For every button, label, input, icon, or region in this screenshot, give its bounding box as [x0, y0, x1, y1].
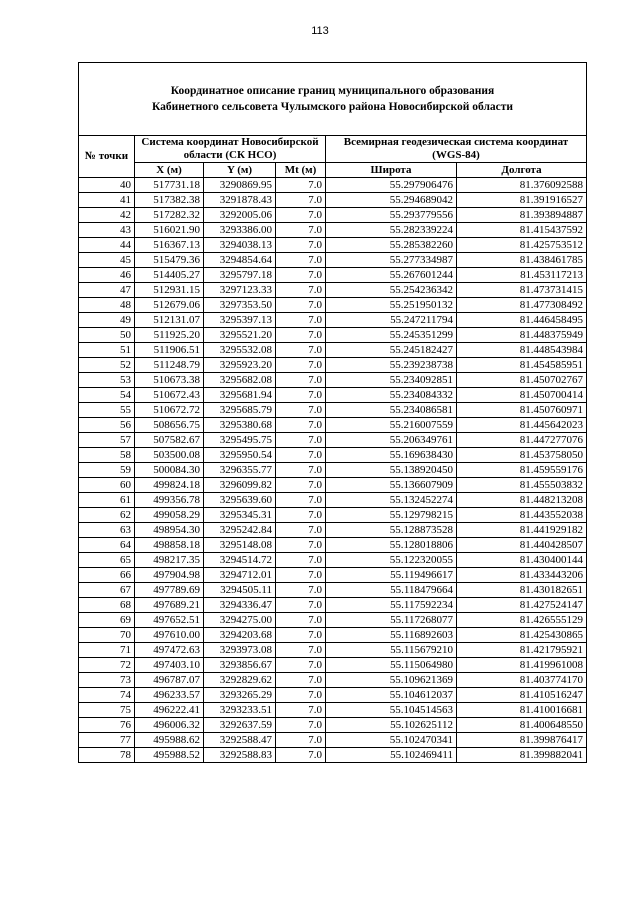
cell-latitude: 55.122320055 [326, 553, 457, 568]
cell-x: 512679.06 [135, 298, 204, 313]
cell-point-number: 66 [79, 568, 135, 583]
cell-x: 497472.63 [135, 643, 204, 658]
cell-point-number: 40 [79, 178, 135, 193]
cell-x: 517282.32 [135, 208, 204, 223]
cell-point-number: 70 [79, 628, 135, 643]
cell-latitude: 55.169638430 [326, 448, 457, 463]
table-row [79, 523, 587, 538]
cell-mt: 7.0 [276, 628, 326, 643]
cell-point-number: 50 [79, 328, 135, 343]
cell-y: 3297123.33 [204, 283, 276, 298]
cell-longitude: 81.425753512 [457, 238, 587, 253]
cell-longitude: 81.430182651 [457, 583, 587, 598]
table-title-line-2: Кабинетного сельсовета Чулымского района Новосибирской области [151, 101, 514, 113]
cell-longitude: 81.473731415 [457, 283, 587, 298]
cell-x: 517382.38 [135, 193, 204, 208]
cell-latitude: 55.104514563 [326, 703, 457, 718]
cell-point-number: 58 [79, 448, 135, 463]
cell-mt: 7.0 [276, 298, 326, 313]
cell-longitude: 81.443552038 [457, 508, 587, 523]
cell-mt: 7.0 [276, 478, 326, 493]
cell-x: 498954.30 [135, 523, 204, 538]
cell-mt: 7.0 [276, 703, 326, 718]
cell-latitude: 55.245351299 [326, 328, 457, 343]
table-row [79, 718, 587, 733]
cell-mt: 7.0 [276, 613, 326, 628]
table-row [79, 418, 587, 433]
cell-latitude: 55.234086581 [326, 403, 457, 418]
cell-point-number: 46 [79, 268, 135, 283]
cell-longitude: 81.415437592 [457, 223, 587, 238]
cell-x: 496006.32 [135, 718, 204, 733]
cell-point-number: 67 [79, 583, 135, 598]
table-row [79, 748, 587, 763]
cell-x: 497652.51 [135, 613, 204, 628]
cell-latitude: 55.254236342 [326, 283, 457, 298]
cell-mt: 7.0 [276, 328, 326, 343]
cell-y: 3292588.83 [204, 748, 276, 763]
cell-longitude: 81.450700414 [457, 388, 587, 403]
cell-longitude: 81.445642023 [457, 418, 587, 433]
cell-latitude: 55.267601244 [326, 268, 457, 283]
cell-mt: 7.0 [276, 463, 326, 478]
header-mt: Mt (м) [276, 163, 326, 178]
cell-mt: 7.0 [276, 193, 326, 208]
cell-y: 3293856.67 [204, 658, 276, 673]
cell-y: 3295148.08 [204, 538, 276, 553]
cell-point-number: 47 [79, 283, 135, 298]
cell-latitude: 55.102469411 [326, 748, 457, 763]
cell-point-number: 51 [79, 343, 135, 358]
table-row [79, 403, 587, 418]
cell-x: 515479.36 [135, 253, 204, 268]
cell-latitude: 55.119496617 [326, 568, 457, 583]
cell-x: 497610.00 [135, 628, 204, 643]
table-row [79, 673, 587, 688]
cell-point-number: 44 [79, 238, 135, 253]
cell-point-number: 61 [79, 493, 135, 508]
cell-point-number: 75 [79, 703, 135, 718]
cell-mt: 7.0 [276, 313, 326, 328]
table-row [79, 238, 587, 253]
cell-point-number: 48 [79, 298, 135, 313]
cell-longitude: 81.448213208 [457, 493, 587, 508]
cell-latitude: 55.294689042 [326, 193, 457, 208]
cell-y: 3292829.62 [204, 673, 276, 688]
cell-point-number: 76 [79, 718, 135, 733]
cell-latitude: 55.129798215 [326, 508, 457, 523]
table-row [79, 208, 587, 223]
cell-y: 3293233.51 [204, 703, 276, 718]
cell-latitude: 55.128018806 [326, 538, 457, 553]
cell-longitude: 81.399882041 [457, 748, 587, 763]
cell-mt: 7.0 [276, 388, 326, 403]
cell-longitude: 81.400648550 [457, 718, 587, 733]
cell-y: 3295380.68 [204, 418, 276, 433]
cell-point-number: 69 [79, 613, 135, 628]
cell-y: 3292637.59 [204, 718, 276, 733]
cell-mt: 7.0 [276, 598, 326, 613]
header-x: X (м) [135, 163, 204, 178]
cell-mt: 7.0 [276, 358, 326, 373]
cell-mt: 7.0 [276, 568, 326, 583]
cell-longitude: 81.453117213 [457, 268, 587, 283]
cell-mt: 7.0 [276, 433, 326, 448]
cell-mt: 7.0 [276, 718, 326, 733]
cell-y: 3294275.00 [204, 613, 276, 628]
cell-y: 3294712.01 [204, 568, 276, 583]
table-row [79, 613, 587, 628]
table-row [79, 583, 587, 598]
cell-longitude: 81.455503832 [457, 478, 587, 493]
cell-point-number: 64 [79, 538, 135, 553]
cell-mt: 7.0 [276, 748, 326, 763]
cell-x: 499356.78 [135, 493, 204, 508]
cell-longitude: 81.438461785 [457, 253, 587, 268]
cell-mt: 7.0 [276, 343, 326, 358]
table-row [79, 643, 587, 658]
cell-y: 3295345.31 [204, 508, 276, 523]
cell-y: 3296355.77 [204, 463, 276, 478]
table-row [79, 253, 587, 268]
cell-longitude: 81.453758050 [457, 448, 587, 463]
header-sub-row [79, 163, 587, 178]
cell-latitude: 55.104612037 [326, 688, 457, 703]
table-row [79, 343, 587, 358]
cell-longitude: 81.448375949 [457, 328, 587, 343]
header-latitude: Широта [326, 163, 457, 178]
cell-longitude: 81.447277076 [457, 433, 587, 448]
table-row [79, 463, 587, 478]
header-longitude: Долгота [457, 163, 587, 178]
cell-point-number: 60 [79, 478, 135, 493]
table-row [79, 703, 587, 718]
cell-longitude: 81.426555129 [457, 613, 587, 628]
cell-point-number: 54 [79, 388, 135, 403]
cell-latitude: 55.115679210 [326, 643, 457, 658]
cell-mt: 7.0 [276, 373, 326, 388]
cell-latitude: 55.116892603 [326, 628, 457, 643]
cell-x: 511906.51 [135, 343, 204, 358]
header-nso-system: Система координат Новосибирской области (СК НСО) [135, 136, 326, 163]
cell-latitude: 55.245182427 [326, 343, 457, 358]
cell-point-number: 71 [79, 643, 135, 658]
cell-mt: 7.0 [276, 283, 326, 298]
table-row [79, 598, 587, 613]
cell-longitude: 81.391916527 [457, 193, 587, 208]
cell-y: 3294203.68 [204, 628, 276, 643]
cell-latitude: 55.234084332 [326, 388, 457, 403]
cell-x: 512131.07 [135, 313, 204, 328]
page-number: 113 [311, 25, 329, 37]
cell-y: 3293265.29 [204, 688, 276, 703]
cell-longitude: 81.450702767 [457, 373, 587, 388]
cell-mt: 7.0 [276, 658, 326, 673]
cell-x: 497789.69 [135, 583, 204, 598]
cell-latitude: 55.102625112 [326, 718, 457, 733]
cell-mt: 7.0 [276, 583, 326, 598]
cell-longitude: 81.410016681 [457, 703, 587, 718]
cell-x: 516021.90 [135, 223, 204, 238]
cell-point-number: 43 [79, 223, 135, 238]
cell-mt: 7.0 [276, 508, 326, 523]
cell-y: 3295242.84 [204, 523, 276, 538]
cell-x: 517731.18 [135, 178, 204, 193]
cell-y: 3294336.47 [204, 598, 276, 613]
cell-longitude: 81.459559176 [457, 463, 587, 478]
cell-point-number: 73 [79, 673, 135, 688]
table-title-line-1: Координатное описание границ муниципального образования [170, 85, 495, 97]
header-point-number: № точки [79, 136, 135, 178]
cell-y: 3295797.18 [204, 268, 276, 283]
cell-x: 511248.79 [135, 358, 204, 373]
cell-latitude: 55.132452274 [326, 493, 457, 508]
cell-point-number: 72 [79, 658, 135, 673]
cell-x: 497689.21 [135, 598, 204, 613]
table-row [79, 448, 587, 463]
cell-mt: 7.0 [276, 178, 326, 193]
table-row [79, 283, 587, 298]
cell-mt: 7.0 [276, 643, 326, 658]
cell-x: 497403.10 [135, 658, 204, 673]
cell-latitude: 55.115064980 [326, 658, 457, 673]
cell-mt: 7.0 [276, 208, 326, 223]
cell-longitude: 81.425430865 [457, 628, 587, 643]
header-wgs-system: Всемирная геодезическая система координат (WGS-84) [326, 136, 587, 163]
cell-mt: 7.0 [276, 538, 326, 553]
cell-longitude: 81.427524147 [457, 598, 587, 613]
cell-longitude: 81.419961008 [457, 658, 587, 673]
cell-longitude: 81.448543984 [457, 343, 587, 358]
cell-y: 3295532.08 [204, 343, 276, 358]
cell-longitude: 81.433443206 [457, 568, 587, 583]
table-row [79, 688, 587, 703]
cell-y: 3295923.20 [204, 358, 276, 373]
cell-mt: 7.0 [276, 223, 326, 238]
cell-mt: 7.0 [276, 523, 326, 538]
table-row [79, 493, 587, 508]
cell-y: 3296099.82 [204, 478, 276, 493]
cell-latitude: 55.118479664 [326, 583, 457, 598]
table-row [79, 553, 587, 568]
cell-x: 495988.62 [135, 733, 204, 748]
cell-latitude: 55.216007559 [326, 418, 457, 433]
cell-point-number: 77 [79, 733, 135, 748]
cell-mt: 7.0 [276, 253, 326, 268]
cell-mt: 7.0 [276, 418, 326, 433]
cell-mt: 7.0 [276, 448, 326, 463]
cell-latitude: 55.277334987 [326, 253, 457, 268]
cell-x: 499824.18 [135, 478, 204, 493]
table-row [79, 358, 587, 373]
cell-longitude: 81.446458495 [457, 313, 587, 328]
cell-latitude: 55.102470341 [326, 733, 457, 748]
cell-point-number: 45 [79, 253, 135, 268]
table-row [79, 538, 587, 553]
table-row [79, 373, 587, 388]
cell-latitude: 55.251950132 [326, 298, 457, 313]
cell-y: 3292005.06 [204, 208, 276, 223]
cell-mt: 7.0 [276, 238, 326, 253]
cell-point-number: 68 [79, 598, 135, 613]
table-row [79, 328, 587, 343]
cell-y: 3294505.11 [204, 583, 276, 598]
cell-mt: 7.0 [276, 553, 326, 568]
cell-x: 503500.08 [135, 448, 204, 463]
cell-point-number: 59 [79, 463, 135, 478]
cell-y: 3294854.64 [204, 253, 276, 268]
cell-y: 3295639.60 [204, 493, 276, 508]
cell-x: 498217.35 [135, 553, 204, 568]
cell-mt: 7.0 [276, 268, 326, 283]
cell-latitude: 55.285382260 [326, 238, 457, 253]
cell-latitude: 55.282339224 [326, 223, 457, 238]
cell-point-number: 78 [79, 748, 135, 763]
cell-longitude: 81.441929182 [457, 523, 587, 538]
cell-latitude: 55.247211794 [326, 313, 457, 328]
cell-x: 499058.29 [135, 508, 204, 523]
cell-point-number: 41 [79, 193, 135, 208]
cell-x: 510673.38 [135, 373, 204, 388]
table-row [79, 298, 587, 313]
cell-latitude: 55.117268077 [326, 613, 457, 628]
cell-x: 508656.75 [135, 418, 204, 433]
header-group-row [79, 136, 587, 163]
table-row [79, 568, 587, 583]
cell-x: 507582.67 [135, 433, 204, 448]
cell-x: 511925.20 [135, 328, 204, 343]
cell-point-number: 74 [79, 688, 135, 703]
table-row [79, 733, 587, 748]
cell-longitude: 81.454585951 [457, 358, 587, 373]
header-y: Y (м) [204, 163, 276, 178]
table-body [79, 178, 587, 763]
cell-mt: 7.0 [276, 688, 326, 703]
cell-x: 497904.98 [135, 568, 204, 583]
cell-longitude: 81.410516247 [457, 688, 587, 703]
cell-point-number: 53 [79, 373, 135, 388]
cell-longitude: 81.440428507 [457, 538, 587, 553]
cell-y: 3290869.95 [204, 178, 276, 193]
cell-point-number: 52 [79, 358, 135, 373]
cell-longitude: 81.399876417 [457, 733, 587, 748]
cell-longitude: 81.430400144 [457, 553, 587, 568]
cell-y: 3291878.43 [204, 193, 276, 208]
cell-y: 3294514.72 [204, 553, 276, 568]
cell-x: 498858.18 [135, 538, 204, 553]
table-row [79, 508, 587, 523]
table-title [79, 63, 587, 136]
cell-point-number: 55 [79, 403, 135, 418]
cell-y: 3293386.00 [204, 223, 276, 238]
cell-y: 3295950.54 [204, 448, 276, 463]
cell-point-number: 57 [79, 433, 135, 448]
cell-latitude: 55.297906476 [326, 178, 457, 193]
cell-latitude: 55.138920450 [326, 463, 457, 478]
cell-mt: 7.0 [276, 673, 326, 688]
table-row [79, 193, 587, 208]
cell-y: 3292588.47 [204, 733, 276, 748]
cell-y: 3295681.94 [204, 388, 276, 403]
table-row [79, 388, 587, 403]
cell-latitude: 55.109621369 [326, 673, 457, 688]
cell-point-number: 49 [79, 313, 135, 328]
cell-latitude: 55.136607909 [326, 478, 457, 493]
table-row [79, 628, 587, 643]
cell-x: 510672.72 [135, 403, 204, 418]
cell-y: 3295397.13 [204, 313, 276, 328]
table-row [79, 268, 587, 283]
table-row [79, 478, 587, 493]
cell-y: 3293973.08 [204, 643, 276, 658]
cell-y: 3295521.20 [204, 328, 276, 343]
cell-longitude: 81.403774170 [457, 673, 587, 688]
cell-y: 3295495.75 [204, 433, 276, 448]
cell-mt: 7.0 [276, 493, 326, 508]
cell-longitude: 81.393894887 [457, 208, 587, 223]
cell-latitude: 55.293779556 [326, 208, 457, 223]
cell-longitude: 81.477308492 [457, 298, 587, 313]
cell-latitude: 55.117592234 [326, 598, 457, 613]
table-row [79, 223, 587, 238]
table-title-row [79, 63, 587, 136]
cell-longitude: 81.450760971 [457, 403, 587, 418]
cell-latitude: 55.206349761 [326, 433, 457, 448]
cell-mt: 7.0 [276, 403, 326, 418]
cell-point-number: 42 [79, 208, 135, 223]
cell-x: 516367.13 [135, 238, 204, 253]
cell-x: 496222.41 [135, 703, 204, 718]
cell-x: 500084.30 [135, 463, 204, 478]
cell-x: 514405.27 [135, 268, 204, 283]
cell-point-number: 63 [79, 523, 135, 538]
cell-x: 510672.43 [135, 388, 204, 403]
cell-point-number: 62 [79, 508, 135, 523]
cell-longitude: 81.421795921 [457, 643, 587, 658]
cell-x: 495988.52 [135, 748, 204, 763]
cell-y: 3295682.08 [204, 373, 276, 388]
cell-y: 3297353.50 [204, 298, 276, 313]
table-row [79, 658, 587, 673]
cell-x: 496787.07 [135, 673, 204, 688]
cell-point-number: 56 [79, 418, 135, 433]
table-row [79, 313, 587, 328]
cell-latitude: 55.128873528 [326, 523, 457, 538]
table-row [79, 178, 587, 193]
cell-longitude: 81.376092588 [457, 178, 587, 193]
coordinates-table [78, 62, 587, 763]
cell-point-number: 65 [79, 553, 135, 568]
table-row [79, 433, 587, 448]
cell-y: 3294038.13 [204, 238, 276, 253]
cell-mt: 7.0 [276, 733, 326, 748]
cell-latitude: 55.234092851 [326, 373, 457, 388]
cell-y: 3295685.79 [204, 403, 276, 418]
cell-latitude: 55.239238738 [326, 358, 457, 373]
cell-x: 512931.15 [135, 283, 204, 298]
cell-x: 496233.57 [135, 688, 204, 703]
